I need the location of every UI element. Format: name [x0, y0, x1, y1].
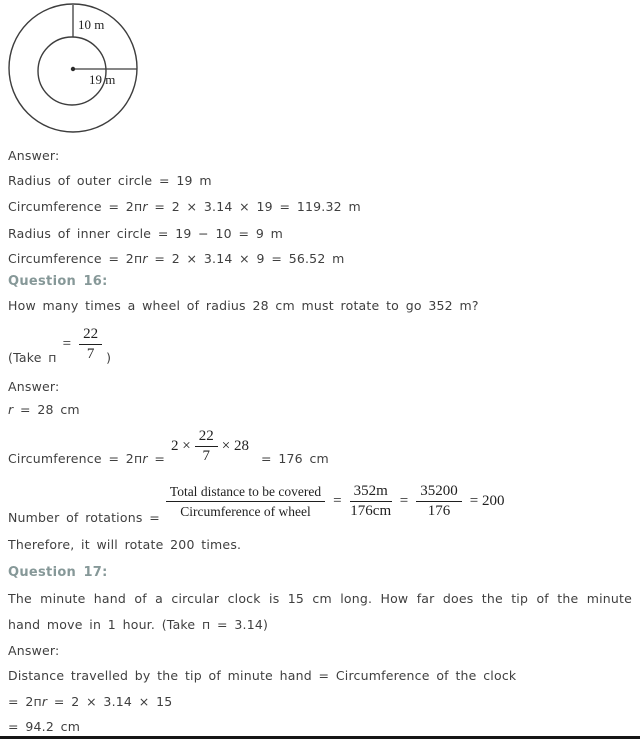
formula-text: Circumference = 2п: [8, 450, 143, 466]
ring-diagram: [0, 0, 150, 140]
formula-text: = 2 × 3.14 × 19 = 119.32 m: [147, 199, 361, 214]
ring-width-label: 10 m: [78, 17, 105, 32]
fraction-35200-176: [416, 483, 462, 520]
radius-label: 19 m: [89, 72, 116, 87]
solution-line-distance: Distance travelled by the tip of minute hand = Circumference of the clock: [8, 668, 517, 683]
denominator: 176cm: [350, 502, 392, 519]
numerator: 35200: [416, 483, 462, 502]
fraction-distance-circumference: [166, 483, 325, 520]
variable-r: r: [142, 251, 148, 266]
numerator: 22: [195, 428, 218, 447]
numerator: 352m: [350, 483, 392, 502]
rotations-row: [8, 480, 508, 525]
denominator: 176: [427, 502, 451, 519]
variable-r: r: [142, 450, 148, 466]
question-16-text: How many times a wheel of radius 28 cm must rotate to go 352 m?: [8, 298, 479, 313]
answer-label: Answer:: [8, 643, 60, 658]
equals-sign: =: [399, 492, 409, 509]
solution-line-circ-outer: [8, 198, 361, 215]
equals-sign: =: [147, 450, 166, 466]
close-paren: ): [106, 349, 112, 365]
fraction-22-7: [79, 326, 102, 363]
result-text: = 176 cm: [260, 450, 329, 466]
formula-text: Circumference = 2п: [8, 251, 143, 266]
math-term: × 28: [221, 437, 249, 454]
result-value: = 200: [469, 492, 505, 509]
rotations-label: Number of rotations =: [8, 509, 160, 525]
numerator: 22: [79, 326, 102, 345]
variable-r: r: [8, 402, 14, 417]
center-dot: [71, 67, 75, 71]
conclusion-text: Therefore, it will rotate 200 times.: [8, 537, 242, 552]
solution-line-radius-inner: Radius of inner circle = 19 − 10 = 9 m: [8, 226, 284, 241]
solution-line-circ-inner: [8, 250, 345, 267]
formula-text: Circumference = 2п: [8, 199, 143, 214]
answer-label: Answer:: [8, 148, 60, 163]
circumference-row: [8, 424, 329, 468]
solution-line-radius-outer: Radius of outer circle = 19 m: [8, 173, 212, 188]
take-pi-text: (Take п: [8, 349, 57, 365]
solution-line-r: [8, 401, 80, 418]
formula-text: = 2п: [8, 694, 42, 709]
denominator: Circumference of wheel: [180, 503, 311, 519]
question-16-heading: Question 16:: [8, 274, 108, 289]
variable-r: r: [41, 694, 48, 709]
solution-line-calc: [8, 693, 172, 710]
equals-sign: =: [62, 335, 72, 352]
formula-text: = 2 × 3.14 × 9 = 56.52 m: [147, 251, 345, 266]
fraction-352-176: [350, 483, 392, 520]
solution-result: = 94.2 cm: [8, 719, 81, 734]
answer-label: Answer:: [8, 379, 60, 394]
question-17-heading: Question 17:: [8, 565, 108, 580]
numerator: Total distance to be covered: [166, 483, 325, 502]
denominator: 7: [202, 447, 210, 464]
math-term: 2 ×: [171, 437, 191, 454]
inner-circle: [38, 37, 106, 105]
take-pi-row: [8, 320, 111, 368]
circumference-label: [8, 451, 165, 466]
question-17-text-line2: hand move in 1 hour. (Take п = 3.14): [8, 617, 269, 632]
denominator: 7: [86, 345, 95, 362]
variable-r: r: [142, 199, 148, 214]
equals-sign: =: [333, 492, 342, 509]
formula-text: = 28 cm: [13, 402, 80, 417]
question-17-text-line1: The minute hand of a circular clock is 15 cm long. How far does the tip of the minute: [8, 591, 632, 606]
formula-text: = 2 × 3.14 × 15: [47, 694, 173, 709]
fraction-22-7: [195, 428, 218, 465]
